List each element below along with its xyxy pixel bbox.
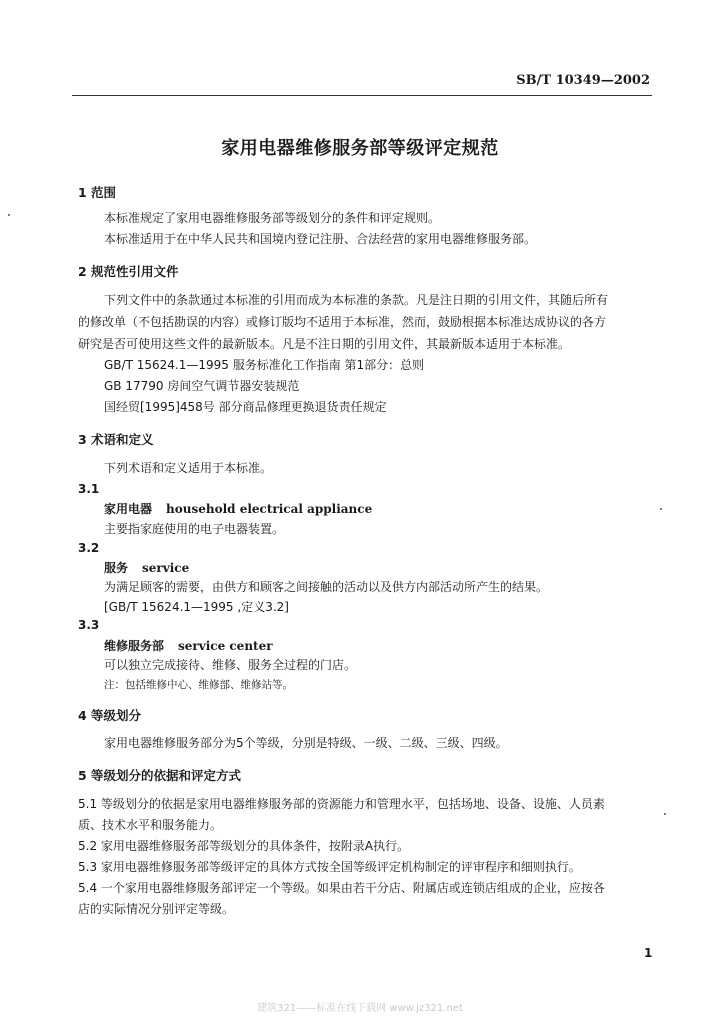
- section-2-paragraph-line-1: 下列文件中的条款通过本标准的引用而成为本标准的条款。凡是注日期的引用文件，其随后所有: [104, 293, 609, 307]
- section-2-paragraph-line-3: 研究是否可使用这些文件的最新版本。凡是不注日期的引用文件，其最新版本适用于本标准。: [78, 337, 571, 351]
- clause-5-4-line-1: 5.4 一个家用电器维修服务部评定一个等级。如果由若干分店、附属店或连锁店组成的企业，应按各: [78, 881, 605, 895]
- term-3-1-definition: 主要指家庭使用的电子电器装置。: [104, 522, 285, 536]
- term-3-1-en: household electrical appliance: [166, 502, 373, 516]
- clause-5-1-line-1: 5.1 等级划分的依据是家用电器维修服务部的资源能力和管理水平，包括场地、设备、设施、人员素: [78, 797, 605, 811]
- reference-item-3: 国经贸[1995]458号 部分商品修理更换退货责任规定: [104, 400, 387, 414]
- header-rule: [72, 95, 652, 96]
- clause-5-3: 5.3 家用电器维修服务部等级评定的具体方式按全国等级评定机构制定的评审程序和细则执行。: [78, 860, 581, 874]
- section-1-heading: 1 范围: [78, 185, 117, 200]
- term-3-2-title: [104, 559, 189, 576]
- clause-5-4-line-2: 店的实际情况分别评定等级。: [78, 902, 235, 916]
- section-1-paragraph-1: 本标准规定了家用电器维修服务部等级划分的条件和评定规则。: [104, 211, 441, 225]
- section-3-heading: 3 术语和定义: [78, 432, 154, 447]
- term-3-3-title: [104, 637, 273, 654]
- section-1-paragraph-2: 本标准适用于在中华人民共和国境内登记注册、合法经营的家用电器维修服务部。: [104, 232, 537, 246]
- term-3-3-cn: 维修服务部: [104, 639, 165, 653]
- scan-speck: [664, 813, 666, 815]
- section-2-paragraph-line-2: 的修改单（不包括勘误的内容）或修订版均不适用于本标准，然而，鼓励根据本标准达成协议的各方: [78, 315, 607, 329]
- reference-item-1: GB/T 15624.1—1995 服务标准化工作指南 第1部分：总则: [104, 358, 425, 372]
- scan-speck: [660, 508, 662, 510]
- term-3-2-en: service: [142, 561, 190, 575]
- term-3-3-number: 3.3: [78, 618, 100, 632]
- section-5-heading: 5 等级划分的依据和评定方式: [78, 768, 242, 783]
- term-3-1-cn: 家用电器: [104, 502, 153, 516]
- term-3-1-number: 3.1: [78, 482, 100, 496]
- section-2-heading: 2 规范性引用文件: [78, 264, 179, 279]
- watermark-text: 建筑321——标准在线下载网 www.jz321.net: [257, 1003, 463, 1014]
- reference-item-2: GB 17790 房间空气调节器安装规范: [104, 379, 300, 393]
- term-3-2-source: [GB/T 15624.1—1995 ,定义3.2]: [104, 600, 289, 614]
- standard-code: SB/T 10349—2002: [516, 73, 650, 88]
- term-3-1-title: [104, 500, 372, 517]
- clause-5-1-line-2: 质、技术水平和服务能力。: [78, 818, 223, 832]
- section-3-intro: 下列术语和定义适用于本标准。: [104, 461, 273, 475]
- term-3-2-cn: 服务: [104, 561, 129, 575]
- section-4-paragraph: 家用电器维修服务部分为5个等级，分别是特级、一级、二级、三级、四级。: [104, 736, 508, 750]
- scan-speck: [8, 214, 10, 216]
- page-number: 1: [644, 946, 653, 960]
- document-title: 家用电器维修服务部等级评定规范: [221, 138, 499, 159]
- term-3-3-note: 注：包括维修中心、维修部、维修站等。: [104, 679, 293, 691]
- clause-5-2: 5.2 家用电器维修服务部等级划分的具体条件，按附录A执行。: [78, 839, 410, 853]
- term-3-3-definition: 可以独立完成接待、维修、服务全过程的门店。: [104, 658, 357, 672]
- term-3-3-en: service center: [178, 639, 273, 653]
- term-3-2-definition: 为满足顾客的需要，由供方和顾客之间接触的活动以及供方内部活动所产生的结果。: [104, 580, 549, 594]
- term-3-2-number: 3.2: [78, 541, 100, 555]
- section-4-heading: 4 等级划分: [78, 708, 142, 723]
